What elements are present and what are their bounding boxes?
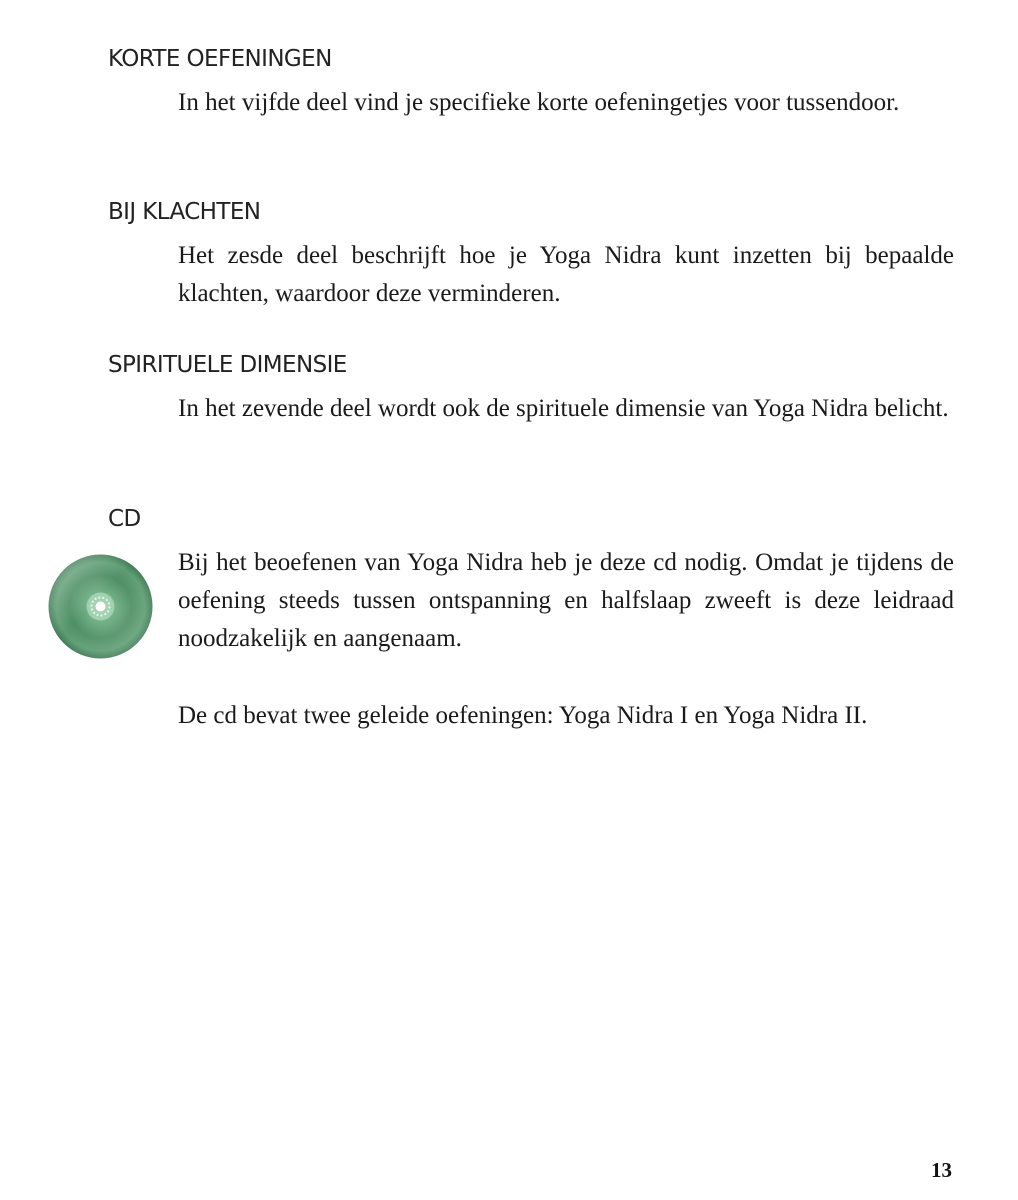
section-paragraph-spirituele-dimensie: In het zevende deel wordt ook de spirituele dimensie van Yoga Nidra belicht. [178,395,949,422]
section-paragraph-korte-oefeningen: In het vijfde deel vind je specifieke korte oefeningetjes voor tussendoor. [178,89,900,116]
section-paragraph-cd-contents: De cd bevat twee geleide oefeningen: Yoga Nidra I en Yoga Nidra II. [178,702,868,729]
page-number: 13 [931,1158,952,1182]
section-heading-bij-klachten: BIJ KLACHTEN [108,199,261,225]
cd-disc-icon [47,553,154,660]
section-paragraph-cd: Bij het beoefenen van Yoga Nidra heb je deze cd nodig. Omdat je tijdens de oefening steeds tussen ontspanning en halfslaap zweeft is deze leidraad noodzakelijk en aangenaam. [178,549,954,652]
section-heading-cd: CD [108,506,141,532]
section-heading-spirituele-dimensie: SPIRITUELE DIMENSIE [108,352,347,378]
section-paragraph-bij-klachten: Het zesde deel beschrijft hoe je Yoga Nidra kunt inzetten bij bepaalde klachten, waardoor deze verminderen. [178,242,954,307]
section-heading-korte-oefeningen: KORTE OEFENINGEN [108,46,332,72]
